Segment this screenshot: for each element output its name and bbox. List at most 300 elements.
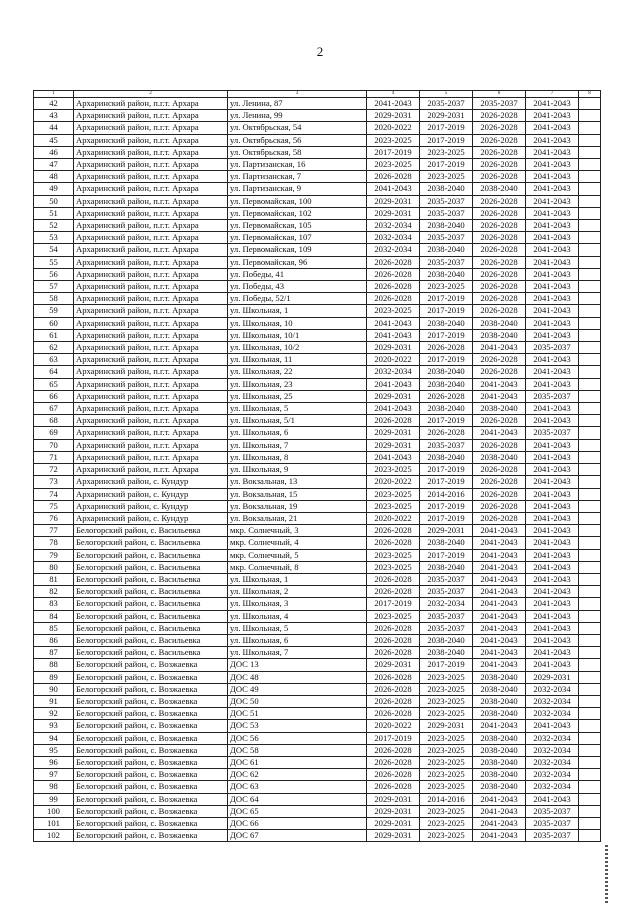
note-cell [579,220,601,232]
period-cell: 2041-2043 [473,793,526,805]
table-row [34,281,601,293]
period-cell: 2041-2043 [473,805,526,817]
address-cell: ул. Первомайская, 107 [228,232,367,244]
period-cell: 2020-2022 [367,354,420,366]
period-cell: 2026-2028 [473,220,526,232]
district-cell: Белогорский район, с. Васильевка [74,634,228,646]
address-cell: ул. Первомайская, 105 [228,220,367,232]
period-cell: 2041-2043 [473,561,526,573]
table-row [34,293,601,305]
row-number-cell: 50 [34,195,74,207]
period-cell: 2029-2031 [367,207,420,219]
period-cell: 2026-2028 [367,769,420,781]
period-cell: 2026-2028 [420,390,473,402]
period-cell: 2023-2025 [420,146,473,158]
period-cell: 2038-2040 [473,744,526,756]
period-cell: 2026-2028 [367,281,420,293]
district-cell: Белогорский район, с. Васильевка [74,610,228,622]
table-row [34,647,601,659]
district-cell: Архаринский район, п.г.т. Архара [74,220,228,232]
note-cell [579,378,601,390]
district-cell: Архаринский район, п.г.т. Архара [74,268,228,280]
period-cell: 2017-2019 [420,305,473,317]
period-cell: 2041-2043 [526,232,579,244]
note-cell [579,293,601,305]
period-cell: 2029-2031 [367,805,420,817]
period-cell: 2041-2043 [473,390,526,402]
row-number-cell: 51 [34,207,74,219]
address-cell: ул. Школьная, 10/2 [228,342,367,354]
period-cell: 2041-2043 [526,98,579,110]
address-cell: ул. Школьная, 5/1 [228,415,367,427]
address-cell: ДОС 64 [228,793,367,805]
period-cell: 2041-2043 [526,634,579,646]
address-cell: ул. Вокзальная, 21 [228,512,367,524]
note-cell [579,573,601,585]
period-cell: 2023-2025 [420,708,473,720]
period-cell: 2038-2040 [420,268,473,280]
district-cell: Архаринский район, п.г.т. Архара [74,281,228,293]
period-cell: 2038-2040 [473,756,526,768]
row-number-cell: 46 [34,146,74,158]
table-row [34,232,601,244]
period-cell: 2041-2043 [473,586,526,598]
table-row [34,756,601,768]
address-cell: ул. Школьная, 25 [228,390,367,402]
address-cell: ул. Школьная, 11 [228,354,367,366]
period-cell: 2026-2028 [473,354,526,366]
note-cell [579,146,601,158]
note-cell [579,671,601,683]
period-cell: 2038-2040 [420,183,473,195]
period-cell: 2023-2025 [420,756,473,768]
note-cell [579,512,601,524]
period-cell: 2041-2043 [526,268,579,280]
period-cell: 2041-2043 [526,378,579,390]
period-cell: 2041-2043 [526,659,579,671]
table-row [34,159,601,171]
note-cell [579,476,601,488]
period-cell: 2026-2028 [367,586,420,598]
period-cell: 2026-2028 [420,427,473,439]
period-cell: 2038-2040 [473,671,526,683]
note-cell [579,756,601,768]
district-cell: Архаринский район, с. Кундур [74,512,228,524]
period-cell: 2035-2037 [526,830,579,842]
period-cell: 2023-2025 [420,695,473,707]
note-cell [579,525,601,537]
period-cell: 2035-2037 [420,586,473,598]
table-row [34,500,601,512]
period-cell: 2035-2037 [420,195,473,207]
period-cell: 2032-2034 [367,366,420,378]
period-cell: 2041-2043 [367,451,420,463]
period-cell: 2035-2037 [526,390,579,402]
period-cell: 2026-2028 [473,232,526,244]
note-cell [579,464,601,476]
period-cell: 2041-2043 [526,256,579,268]
note-cell [579,634,601,646]
period-cell: 2026-2028 [367,671,420,683]
period-cell: 2026-2028 [367,695,420,707]
table-row [34,146,601,158]
period-cell: 2041-2043 [473,427,526,439]
period-cell: 2023-2025 [420,683,473,695]
period-cell: 2035-2037 [526,342,579,354]
table-row [34,769,601,781]
table-body [34,98,601,842]
address-cell: мкр. Солнечный, 5 [228,549,367,561]
address-cell: ДОС 56 [228,732,367,744]
period-cell: 2032-2034 [526,732,579,744]
page-number: 2 [316,44,324,59]
address-cell: ул. Ленина, 99 [228,110,367,122]
period-cell: 2038-2040 [473,732,526,744]
note-cell [579,439,601,451]
district-cell: Архаринский район, п.г.т. Архара [74,207,228,219]
address-cell: ул. Победы, 41 [228,268,367,280]
period-cell: 2017-2019 [367,598,420,610]
table-row [34,317,601,329]
period-cell: 2023-2025 [367,488,420,500]
period-cell: 2026-2028 [473,415,526,427]
address-cell: ул. Школьная, 2 [228,586,367,598]
row-number-cell: 62 [34,342,74,354]
period-cell: 2029-2031 [367,439,420,451]
period-cell: 2041-2043 [526,512,579,524]
row-number-cell: 54 [34,244,74,256]
address-cell: мкр. Солнечный, 3 [228,525,367,537]
period-cell: 2041-2043 [526,403,579,415]
address-cell: ул. Вокзальная, 15 [228,488,367,500]
table-row [34,549,601,561]
district-cell: Архаринский район, с. Кундур [74,488,228,500]
district-cell: Белогорский район, с. Васильевка [74,647,228,659]
note-cell [579,305,601,317]
address-cell: ДОС 58 [228,744,367,756]
table-row [34,610,601,622]
note-cell [579,586,601,598]
address-cell: ул. Школьная, 8 [228,451,367,463]
row-number-cell: 78 [34,537,74,549]
period-cell: 2041-2043 [367,403,420,415]
period-cell: 2038-2040 [473,695,526,707]
table-row [34,415,601,427]
period-cell: 2017-2019 [420,549,473,561]
period-cell: 2026-2028 [367,744,420,756]
period-cell: 2029-2031 [367,817,420,829]
period-cell: 2041-2043 [526,110,579,122]
district-cell: Белогорский район, с. Васильевка [74,549,228,561]
period-cell: 2032-2034 [526,708,579,720]
note-cell [579,390,601,402]
period-cell: 2041-2043 [526,586,579,598]
period-cell: 2035-2037 [526,427,579,439]
period-cell: 2041-2043 [526,244,579,256]
note-cell [579,268,601,280]
period-cell: 2029-2031 [420,525,473,537]
row-number-cell: 95 [34,744,74,756]
note-cell [579,403,601,415]
district-cell: Архаринский район, п.г.т. Архара [74,390,228,402]
period-cell: 2035-2037 [420,256,473,268]
row-number-cell: 63 [34,354,74,366]
row-number-cell: 42 [34,98,74,110]
district-cell: Архаринский район, п.г.т. Архара [74,195,228,207]
period-cell: 2038-2040 [473,329,526,341]
row-number-cell: 101 [34,817,74,829]
period-cell: 2041-2043 [526,220,579,232]
note-cell [579,159,601,171]
table-row [34,439,601,451]
period-cell: 2035-2037 [526,817,579,829]
period-cell: 2035-2037 [420,232,473,244]
binding-mark [605,845,608,903]
period-cell: 2017-2019 [420,159,473,171]
row-number-cell: 102 [34,830,74,842]
address-cell: ул. Школьная, 22 [228,366,367,378]
period-cell: 2038-2040 [473,781,526,793]
period-cell: 2038-2040 [473,708,526,720]
period-cell: 2026-2028 [473,256,526,268]
period-cell: 2041-2043 [526,171,579,183]
period-cell: 2041-2043 [473,573,526,585]
period-cell: 2017-2019 [420,134,473,146]
table-row [34,403,601,415]
column-number-cell: 4 [367,91,420,98]
period-cell: 2026-2028 [473,110,526,122]
period-cell: 2038-2040 [420,378,473,390]
address-cell: ул. Школьная, 5 [228,403,367,415]
period-cell: 2041-2043 [526,488,579,500]
period-cell: 2032-2034 [367,244,420,256]
table-row [34,110,601,122]
address-cell: ул. Школьная, 1 [228,305,367,317]
district-cell: Архаринский район, п.г.т. Архара [74,354,228,366]
period-cell: 2038-2040 [420,634,473,646]
note-cell [579,366,601,378]
period-cell: 2038-2040 [420,451,473,463]
table-row [34,244,601,256]
district-cell: Белогорский район, с. Возжаевка [74,720,228,732]
note-cell [579,622,601,634]
period-cell: 2017-2019 [420,354,473,366]
note-cell [579,488,601,500]
address-cell: ДОС 51 [228,708,367,720]
note-cell [579,537,601,549]
note-cell [579,647,601,659]
period-cell: 2023-2025 [367,464,420,476]
address-cell: ДОС 53 [228,720,367,732]
note-cell [579,207,601,219]
period-cell: 2017-2019 [367,146,420,158]
column-number-cell: 2 [74,91,228,98]
period-cell: 2029-2031 [367,110,420,122]
table-row [34,659,601,671]
period-cell: 2041-2043 [473,830,526,842]
address-cell: ул. Школьная, 7 [228,439,367,451]
period-cell: 2041-2043 [526,122,579,134]
period-cell: 2023-2025 [420,744,473,756]
period-cell: 2026-2028 [367,268,420,280]
period-cell: 2038-2040 [420,647,473,659]
table-row [34,830,601,842]
period-cell: 2020-2022 [367,476,420,488]
period-cell: 2041-2043 [526,366,579,378]
period-cell: 2041-2043 [367,329,420,341]
period-cell: 2023-2025 [367,500,420,512]
district-cell: Архаринский район, п.г.т. Архара [74,244,228,256]
row-number-cell: 72 [34,464,74,476]
period-cell: 2026-2028 [473,207,526,219]
district-cell: Архаринский район, п.г.т. Архара [74,293,228,305]
table-row [34,805,601,817]
table-row [34,183,601,195]
note-cell [579,232,601,244]
address-cell: ул. Первомайская, 96 [228,256,367,268]
period-cell: 2041-2043 [526,281,579,293]
address-cell: ул. Школьная, 5 [228,622,367,634]
period-cell: 2017-2019 [420,464,473,476]
period-cell: 2017-2019 [420,293,473,305]
period-cell: 2026-2028 [473,439,526,451]
period-cell: 2035-2037 [473,98,526,110]
note-cell [579,659,601,671]
address-cell: ДОС 62 [228,769,367,781]
period-cell: 2032-2034 [526,769,579,781]
table-row [34,256,601,268]
note-cell [579,500,601,512]
table-row [34,708,601,720]
row-number-cell: 83 [34,598,74,610]
data-table [33,90,601,842]
district-cell: Архаринский район, п.г.т. Архара [74,403,228,415]
period-cell: 2026-2028 [367,708,420,720]
note-cell [579,122,601,134]
table-row [34,207,601,219]
table-row [34,464,601,476]
period-cell: 2041-2043 [367,317,420,329]
note-cell [579,427,601,439]
note-cell [579,195,601,207]
row-number-cell: 69 [34,427,74,439]
period-cell: 2026-2028 [473,244,526,256]
row-number-cell: 67 [34,403,74,415]
note-cell [579,256,601,268]
note-cell [579,683,601,695]
address-cell: ул. Вокзальная, 13 [228,476,367,488]
period-cell: 2026-2028 [367,622,420,634]
period-cell: 2017-2019 [420,415,473,427]
period-cell: 2017-2019 [367,732,420,744]
period-cell: 2035-2037 [420,573,473,585]
note-cell [579,110,601,122]
row-number-cell: 45 [34,134,74,146]
period-cell: 2032-2034 [367,220,420,232]
district-cell: Архаринский район, п.г.т. Архара [74,378,228,390]
period-cell: 2026-2028 [367,647,420,659]
period-cell: 2041-2043 [526,610,579,622]
period-cell: 2017-2019 [420,659,473,671]
period-cell: 2026-2028 [473,195,526,207]
period-cell: 2017-2019 [420,476,473,488]
table-row [34,720,601,732]
row-number-cell: 59 [34,305,74,317]
period-cell: 2026-2028 [473,366,526,378]
period-cell: 2041-2043 [526,525,579,537]
period-cell: 2029-2031 [367,342,420,354]
period-cell: 2026-2028 [473,122,526,134]
period-cell: 2041-2043 [526,195,579,207]
row-number-cell: 66 [34,390,74,402]
district-cell: Белогорский район, с. Возжаевка [74,744,228,756]
table-row [34,378,601,390]
district-cell: Архаринский район, с. Кундур [74,500,228,512]
address-cell: ДОС 49 [228,683,367,695]
period-cell: 2032-2034 [526,695,579,707]
note-cell [579,451,601,463]
table-row [34,671,601,683]
period-cell: 2026-2028 [473,171,526,183]
period-cell: 2038-2040 [473,769,526,781]
row-number-cell: 74 [34,488,74,500]
note-cell [579,342,601,354]
district-cell: Архаринский район, п.г.т. Архара [74,329,228,341]
note-cell [579,281,601,293]
period-cell: 2023-2025 [367,134,420,146]
period-cell: 2041-2043 [526,159,579,171]
period-cell: 2041-2043 [526,329,579,341]
period-cell: 2023-2025 [367,305,420,317]
row-number-cell: 94 [34,732,74,744]
district-cell: Белогорский район, с. Васильевка [74,598,228,610]
row-number-cell: 48 [34,171,74,183]
period-cell: 2041-2043 [473,647,526,659]
table-row [34,683,601,695]
district-cell: Архаринский район, п.г.т. Архара [74,451,228,463]
period-cell: 2026-2028 [367,256,420,268]
address-cell: ул. Победы, 43 [228,281,367,293]
table-row [34,573,601,585]
row-number-cell: 49 [34,183,74,195]
row-number-cell: 86 [34,634,74,646]
address-cell: ул. Школьная, 9 [228,464,367,476]
period-cell: 2041-2043 [526,415,579,427]
row-number-cell: 56 [34,268,74,280]
address-cell: ул. Школьная, 3 [228,598,367,610]
district-cell: Архаринский район, п.г.т. Архара [74,415,228,427]
address-cell: ул. Школьная, 23 [228,378,367,390]
table-row [34,695,601,707]
row-number-cell: 87 [34,647,74,659]
period-cell: 2017-2019 [420,512,473,524]
row-number-cell: 76 [34,512,74,524]
column-number-cell: 3 [228,91,367,98]
period-cell: 2029-2031 [367,195,420,207]
row-number-cell: 60 [34,317,74,329]
period-cell: 2026-2028 [473,512,526,524]
row-number-cell: 99 [34,793,74,805]
period-cell: 2038-2040 [420,561,473,573]
row-number-cell: 68 [34,415,74,427]
period-cell: 2023-2025 [420,830,473,842]
address-cell: ДОС 66 [228,817,367,829]
table-row [34,586,601,598]
period-cell: 2026-2028 [367,525,420,537]
district-cell: Архаринский район, п.г.т. Архара [74,134,228,146]
district-cell: Архаринский район, п.г.т. Архара [74,439,228,451]
period-cell: 2026-2028 [473,281,526,293]
